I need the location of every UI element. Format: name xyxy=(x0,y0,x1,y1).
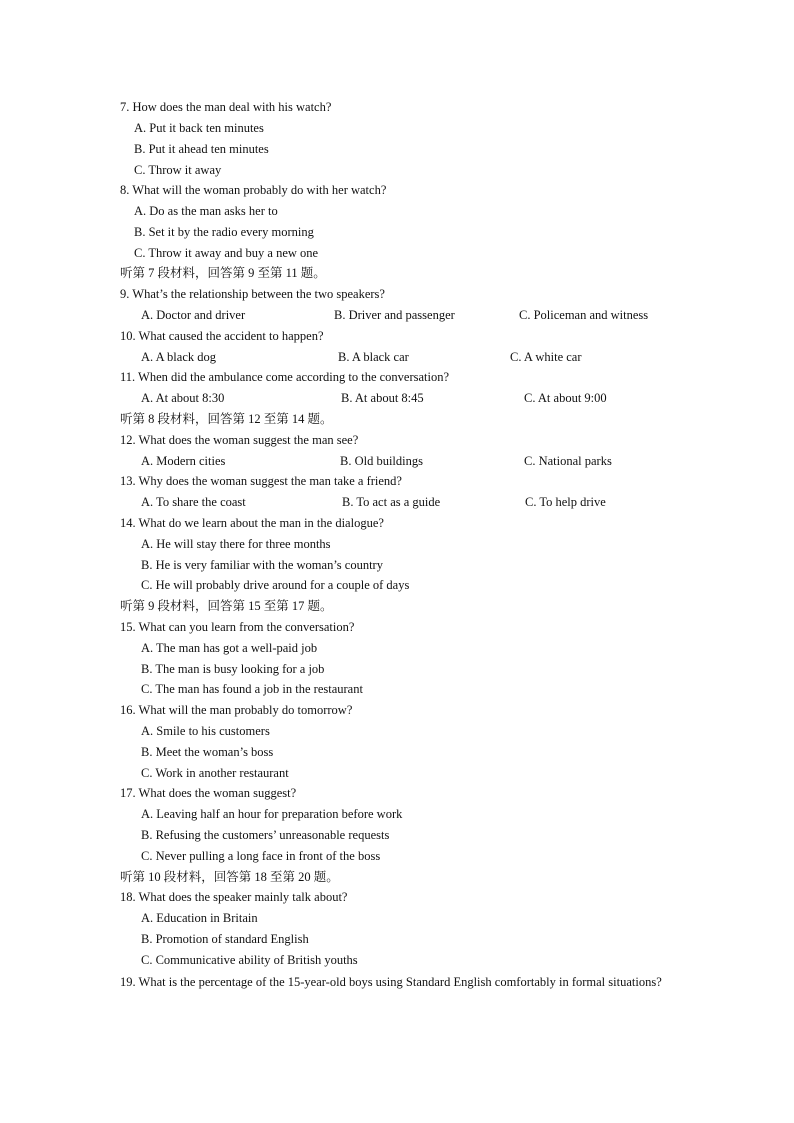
question-11-option-b: B. At about 8:45 xyxy=(341,391,424,405)
question-7-option-b: B. Put it ahead ten minutes xyxy=(134,142,269,156)
question-8-stem: 8. What will the woman probably do with her watch? xyxy=(120,183,387,197)
question-17-option-c: C. Never pulling a long face in front of the boss xyxy=(141,849,381,863)
question-18-stem: 18. What does the speaker mainly talk about? xyxy=(120,890,348,904)
question-17-option-a: A. Leaving half an hour for preparation before work xyxy=(141,807,403,821)
section-9-heading: 听第 9 段材料，回答第 15 至第 17 题。 xyxy=(120,599,333,613)
question-12-option-b: B. Old buildings xyxy=(340,454,423,468)
question-16-stem: 16. What will the man probably do tomorrow? xyxy=(120,703,353,717)
question-14-option-b: B. He is very familiar with the woman’s country xyxy=(141,558,383,572)
question-10-option-a: A. A black dog xyxy=(141,350,216,364)
question-11-stem: 11. When did the ambulance come according to the conversation? xyxy=(120,370,450,384)
question-7-option-c: C. Throw it away xyxy=(134,163,222,177)
question-12-option-a: A. Modern cities xyxy=(141,454,226,468)
question-9-option-b: B. Driver and passenger xyxy=(334,308,455,322)
question-19-stem: 19. What is the percentage of the 15-year-old boys using Standard English comfortably in formal situations? xyxy=(120,975,662,989)
section-8-heading: 听第 8 段材料，回答第 12 至第 14 题。 xyxy=(120,412,333,426)
question-13-option-a: A. To share the coast xyxy=(141,495,246,509)
question-18-option-c: C. Communicative ability of British youths xyxy=(141,953,358,967)
question-9-stem: 9. What’s the relationship between the two speakers? xyxy=(120,287,385,301)
question-12-option-c: C. National parks xyxy=(524,454,612,468)
question-10-option-b: B. A black car xyxy=(338,350,409,364)
question-8-option-a: A. Do as the man asks her to xyxy=(134,204,278,218)
question-14-option-a: A. He will stay there for three months xyxy=(141,537,331,551)
question-9-option-a: A. Doctor and driver xyxy=(141,308,246,322)
question-12-stem: 12. What does the woman suggest the man see? xyxy=(120,433,359,447)
question-18-option-b: B. Promotion of standard English xyxy=(141,932,309,946)
question-16-option-b: B. Meet the woman’s boss xyxy=(141,745,274,759)
question-17-option-b: B. Refusing the customers’ unreasonable requests xyxy=(141,828,390,842)
question-7-option-a: A. Put it back ten minutes xyxy=(134,121,264,135)
question-10-stem: 10. What caused the accident to happen? xyxy=(120,329,324,343)
section-10-heading: 听第 10 段材料，回答第 18 至第 20 题。 xyxy=(120,870,339,884)
question-13-option-c: C. To help drive xyxy=(525,495,606,509)
question-13-option-b: B. To act as a guide xyxy=(342,495,441,509)
question-8-option-c: C. Throw it away and buy a new one xyxy=(134,246,319,260)
question-17-stem: 17. What does the woman suggest? xyxy=(120,786,297,800)
question-13-stem: 13. Why does the woman suggest the man take a friend? xyxy=(120,474,402,488)
question-9-option-c: C. Policeman and witness xyxy=(519,308,649,322)
question-11-option-a: A. At about 8:30 xyxy=(141,391,225,405)
question-14-stem: 14. What do we learn about the man in the dialogue? xyxy=(120,516,384,530)
question-15-option-b: B. The man is busy looking for a job xyxy=(141,662,325,676)
question-15-option-c: C. The man has found a job in the restaurant xyxy=(141,682,363,696)
question-15-option-a: A. The man has got a well-paid job xyxy=(141,641,318,655)
question-18-option-a: A. Education in Britain xyxy=(141,911,258,925)
question-7-stem: 7. How does the man deal with his watch? xyxy=(120,100,332,114)
question-11-option-c: C. At about 9:00 xyxy=(524,391,607,405)
section-7-heading: 听第 7 段材料，回答第 9 至第 11 题。 xyxy=(120,266,326,280)
question-15-stem: 15. What can you learn from the conversation? xyxy=(120,620,355,634)
question-14-option-c: C. He will probably drive around for a couple of days xyxy=(141,578,410,592)
question-16-option-a: A. Smile to his customers xyxy=(141,724,270,738)
question-8-option-b: B. Set it by the radio every morning xyxy=(134,225,314,239)
question-10-option-c: C. A white car xyxy=(510,350,582,364)
question-16-option-c: C. Work in another restaurant xyxy=(141,766,289,780)
